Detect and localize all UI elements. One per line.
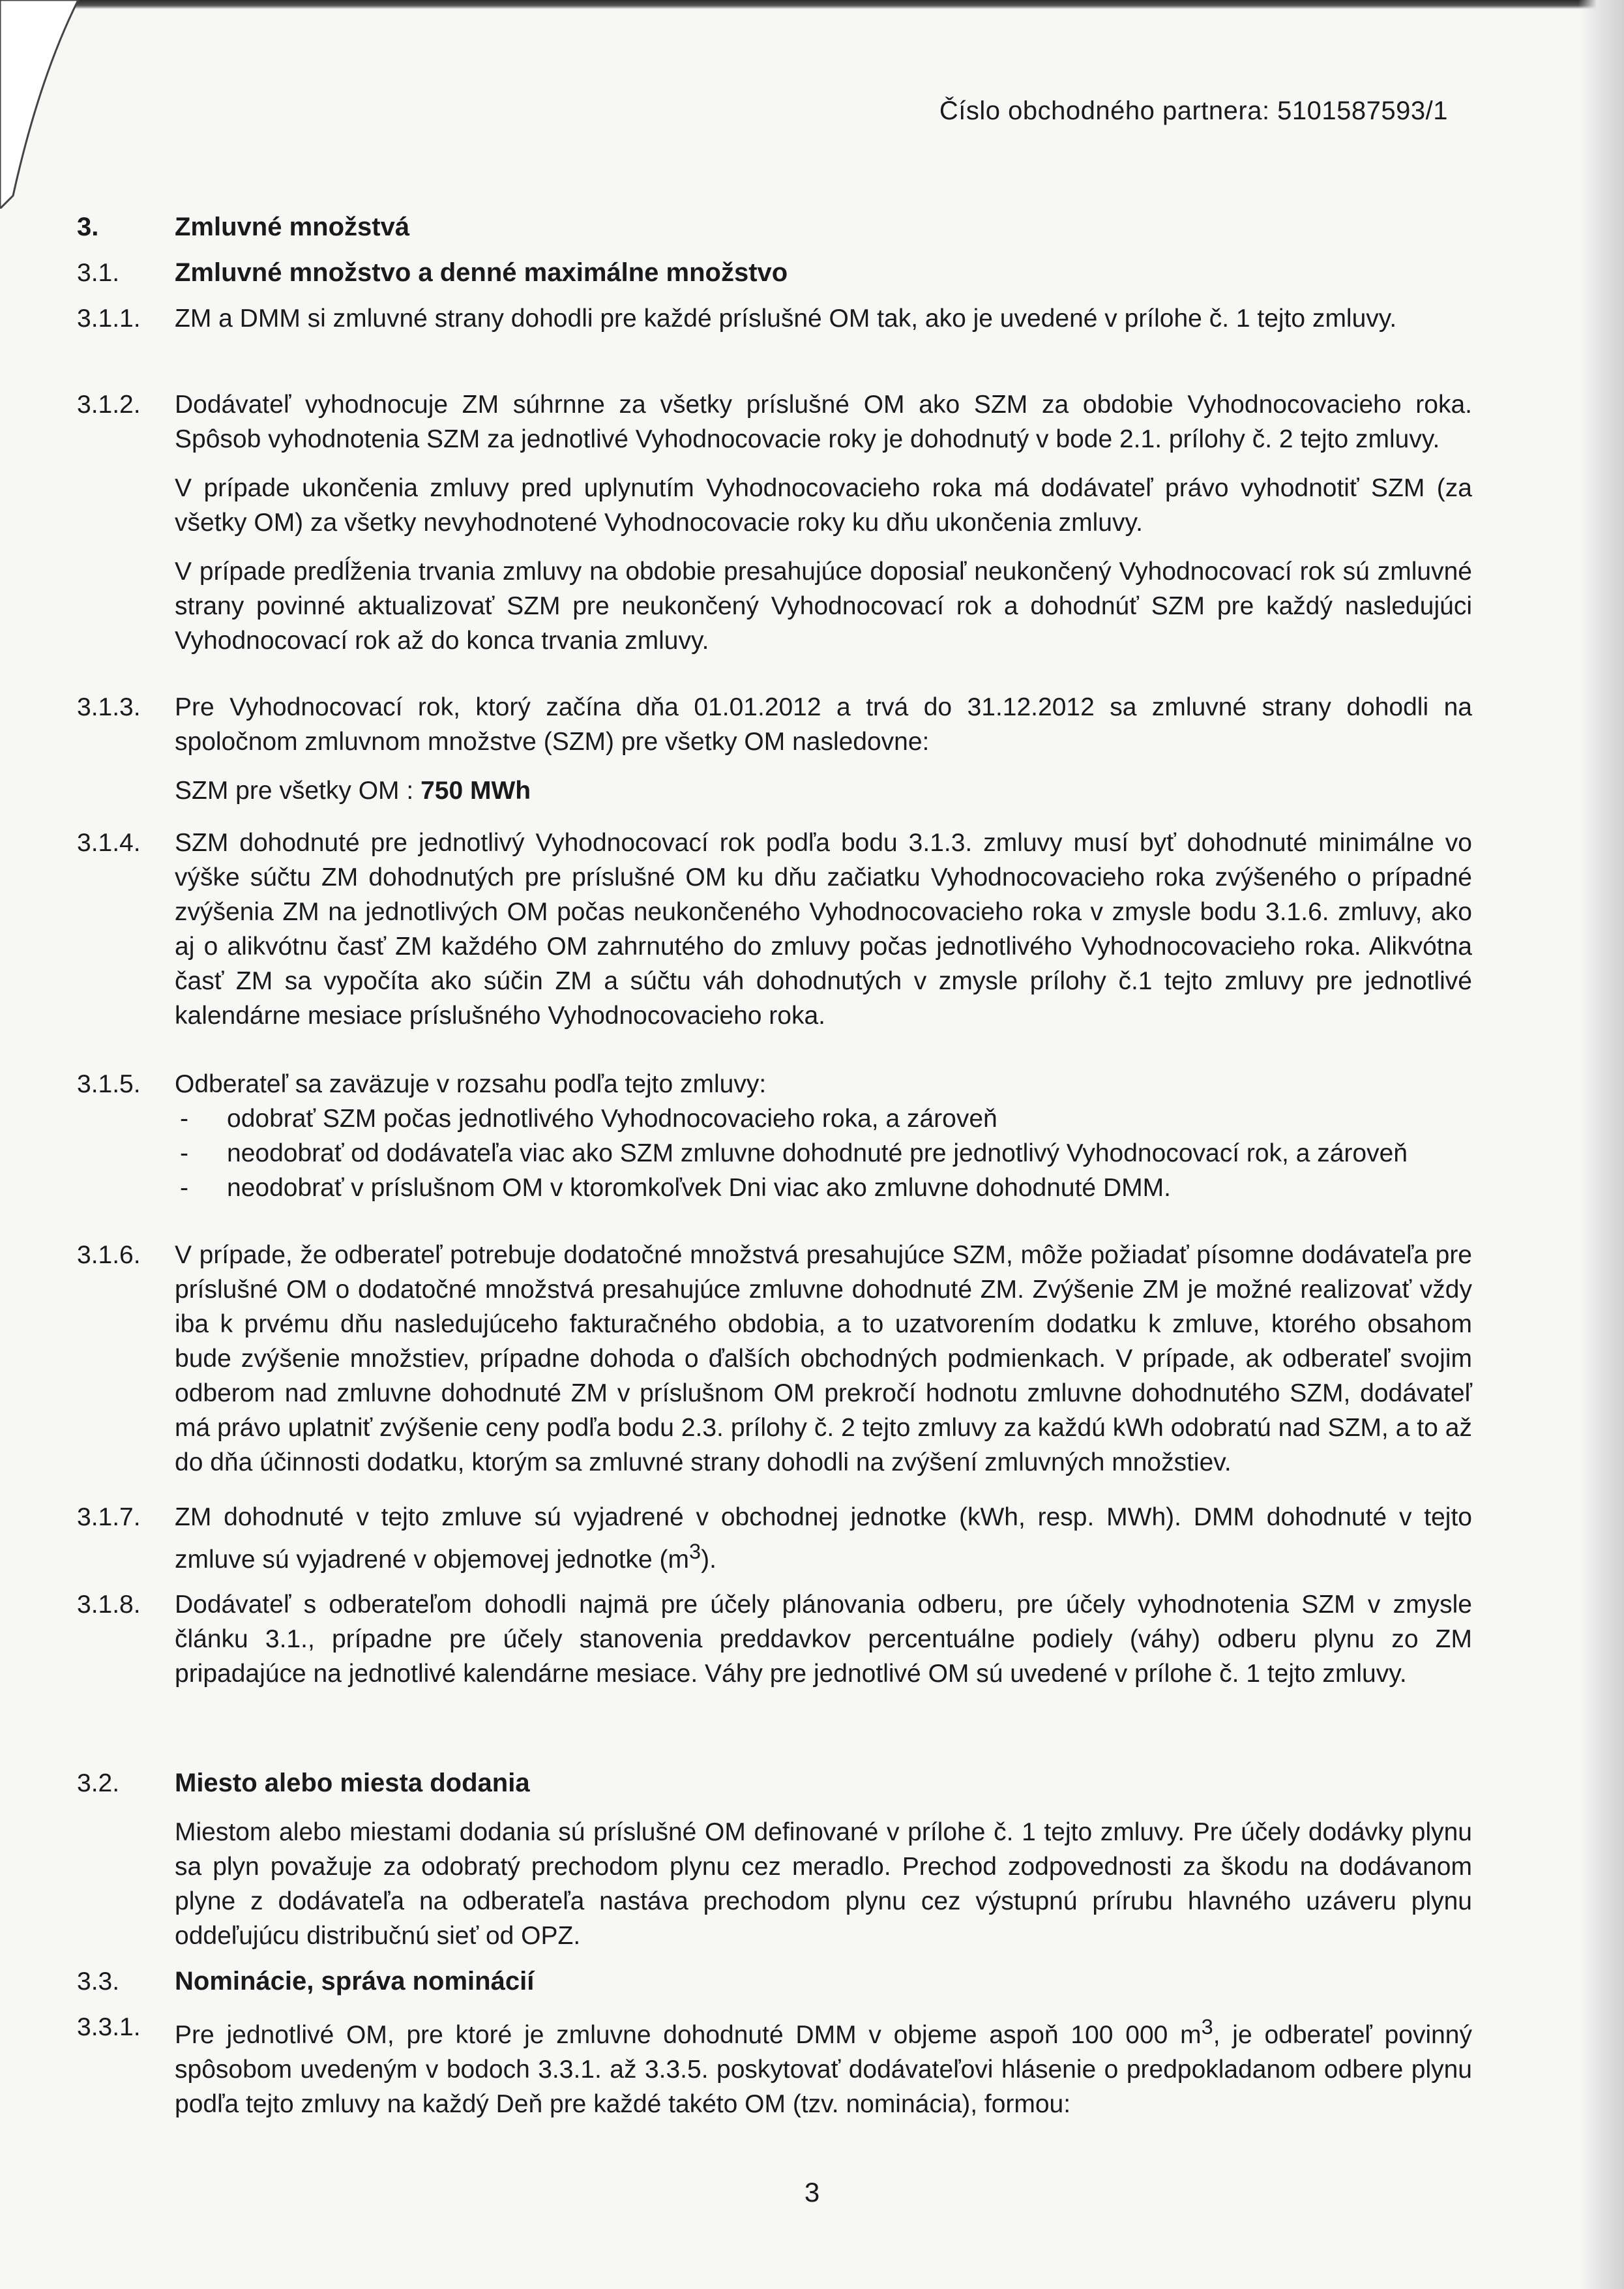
clause-paragraph: V prípade predĺženia trvania zmluvy na obdobie presahujúce doposiaľ neukončený Vyhodnocovací rok sú zmluvné strany povinné aktualizovať SZM pre neukončený Vyhodnocovací rok a dohodnúť SZM pre každý nasledujúci Vyhodnocovací rok až do konca trvania zmluvy. [175, 558, 1472, 655]
clause-number: 3.1.2. [77, 391, 141, 419]
section-3 [77, 210, 1472, 245]
clause-3-1-5 [77, 1067, 1472, 1205]
section-number: 3.1. [77, 259, 120, 287]
partner-number: Číslo obchodného partnera: 5101587593/1 [939, 97, 1448, 125]
clause-number: 3.1.7. [77, 1503, 141, 1531]
section-number: 3.2. [77, 1769, 120, 1797]
page-number: 3 [804, 2177, 820, 2207]
clause-3-1-6 [77, 1238, 1472, 1480]
section-3-2 [77, 1766, 1472, 1953]
clause-number: 3.1.4. [77, 829, 141, 857]
clause-text [175, 2010, 1472, 2121]
clause-number: 3.1.8. [77, 1591, 141, 1619]
clause-text: ZM a DMM si zmluvné strany dohodli pre každé príslušné OM tak, ako je uvedené v prílohe č. 1 tejto zmluvy. [175, 305, 1397, 333]
list-item: - neodobrať v príslušnom OM v ktoromkoľvek Dni viac ako zmluvne dohodnuté DMM. [175, 1171, 1472, 1205]
clause-paragraph: Pre Vyhodnocovací rok, ktorý začína dňa 01.01.2012 a trvá do 31.12.2012 sa zmluvné strany dohodli na spoločnom zmluvnom množstve (SZM) pre všetky OM nasledovne: [175, 693, 1472, 756]
clause-number: 3.1.3. [77, 693, 141, 721]
section-title: Zmluvné množstvo a denné maximálne množstvo [175, 258, 788, 287]
section-3-1 [77, 256, 1472, 290]
clause-text [175, 1500, 1472, 1577]
superscript: 3 [1201, 2015, 1213, 2039]
clause-number: 3.3.1. [77, 2013, 141, 2041]
clause-3-3-1 [77, 2010, 1472, 2121]
clause-text-part: Pre jednotlivé OM, pre ktoré je zmluvne dohodnuté DMM v objeme aspoň 100 000 m [175, 2021, 1202, 2049]
clause-3-1-8 [77, 1587, 1472, 1691]
section-title: Miesto alebo miesta dodania [175, 1769, 530, 1797]
clause-paragraph: V prípade ukončenia zmluvy pred uplynutím Vyhodnocovacieho roka má dodávateľ právo vyhodnotiť SZM (za všetky OM) za všetky nevyhodnotené Vyhodnocovacie roky ku dňu ukončenia zmluvy. [175, 474, 1472, 537]
section-number: 3.3. [77, 1967, 120, 1996]
clause-3-1-7 [77, 1500, 1472, 1577]
clause-3-1-4 [77, 826, 1472, 1033]
szm-label: SZM pre všetky OM : [175, 777, 421, 805]
clause-text-part: , je odberateľ povinný spôsobom uvedeným v bodoch 3.3.1. až 3.3.5. poskytovať dodávateľovi hlásenie o predpokladanom odbere plynu podľa tejto zmluvy na každý Deň pre každé takéto OM (tzv. nominácia), formou: [175, 2021, 1472, 2118]
clause-3-1-3 [77, 690, 1472, 822]
szm-line [175, 773, 1472, 808]
superscript: 3 [689, 1540, 701, 1563]
clause-number: 3.1.6. [77, 1241, 141, 1269]
clause-text: SZM dohodnuté pre jednotlivý Vyhodnocovací rok podľa bodu 3.1.3. zmluvy musí byť dohodnuté minimálne vo výške súčtu ZM dohodnutých pre príslušné OM ku dňu začiatku Vyhodnocovacieho roka zvýšeného o prípadné zvýšenia ZM na jednotlivých OM počas neukončeného Vyhodnocovacieho roka v zmysle bodu 3.1.6. zmluvy, ako aj o alikvótnu časť ZM každého OM zahrnutého do zmluvy počas jednotlivého Vyhodnocovacieho roka. Alikvótna časť ZM sa vypočíta ako súčin ZM a súčtu váh dohodnutých v zmysle prílohy č.1 tejto zmluvy pre jednotlivé kalendárne mesiace príslušného Vyhodnocovacieho roka. [175, 829, 1472, 1030]
clause-text-part: ZM dohodnuté v tejto zmluve sú vyjadrené v obchodnej jednotke (kWh, resp. MWh). DMM dohodnuté v tejto zmluve sú vyjadrené v objemovej jednotke (m [175, 1503, 1472, 1574]
section-title: Zmluvné množstvá [175, 213, 410, 241]
clause-number: 3.1.1. [77, 305, 141, 333]
list-item: - neodobrať od dodávateľa viac ako SZM zmluvne dohodnuté pre jednotlivý Vyhodnocovací rok, a zároveň [175, 1136, 1472, 1171]
section-3-3 [77, 1964, 1472, 1999]
clause-number: 3.1.5. [77, 1070, 141, 1098]
clause-paragraph: Dodávateľ vyhodnocuje ZM súhrnne za všetky príslušné OM ako SZM za obdobie Vyhodnocovacieho roka. Spôsob vyhodnotenia SZM za jednotlivé Vyhodnocovacie roky je dohodnutý v bode 2.1. prílohy č. 2 tejto zmluvy. [175, 391, 1472, 453]
obligation-list [175, 1101, 1472, 1205]
clause-intro: Odberateľ sa zaväzuje v rozsahu podľa tejto zmluvy: [175, 1070, 767, 1098]
list-item: - odobrať SZM počas jednotlivého Vyhodnocovacieho roka, a zároveň [175, 1101, 1472, 1136]
clause-text: Dodávateľ s odberateľom dohodli najmä pre účely plánovania odberu, pre účely vyhodnotenia SZM v zmysle článku 3.1., prípadne pre účely stanovenia preddavkov percentuálne podiely (váhy) odberu plynu zo ZM pripadajúce na jednotlivé kalendárne mesiace. Váhy pre jednotlivé OM sú uvedené v prílohe č. 1 tejto zmluvy. [175, 1591, 1472, 1688]
szm-value: 750 MWh [421, 777, 531, 805]
clause-text: V prípade, že odberateľ potrebuje dodatočné množstvá presahujúce SZM, môže požiadať písomne dodávateľa pre príslušné OM o dodatočné množstvá presahujúce zmluvne dohodnuté ZM. Zvýšenie ZM je možné realizovať vždy iba k prvému dňu nasledujúceho fakturačného obdobia, a to uzatvorením dodatku k zmluve, ktorého obsahom bude zvýšenie množstiev, prípadne dohoda o ďalších obchodných podmienkach. V prípade, ak odberateľ svojim odberom nad zmluvne dohodnuté ZM v príslušnom OM prekročí hodnotu zmluvne dohodnutého SZM, dodávateľ má právo uplatniť zvýšenie ceny podľa bodu 2.3. prílohy č. 2 tejto zmluvy za každú kWh odobratú nad SZM, a to až do dňa účinnosti dodatku, ktorým sa zmluvné strany dohodli na zvýšení zmluvných množstiev. [175, 1241, 1472, 1476]
section-number: 3. [77, 213, 99, 241]
section-title: Nominácie, správa nominácií [175, 1967, 535, 1996]
clause-3-1-2 [77, 387, 1472, 672]
section-text: Miestom alebo miestami dodania sú príslušné OM definované v prílohe č. 1 tejto zmluvy. Pre účely dodávky plynu sa plyn považuje za odobratý prechodom plynu cez meradlo. Prechod zodpovednosti za škodu na dodávanom plyne z dodávateľa na odberateľa nastáva prechodom plynu cez výstupnú prírubu hlavného uzáveru plynu oddeľujúcu distribučnú sieť od OPZ. [175, 1818, 1472, 1950]
clause-text-part: ). [701, 1546, 716, 1574]
clause-3-1-1 [77, 301, 1472, 336]
